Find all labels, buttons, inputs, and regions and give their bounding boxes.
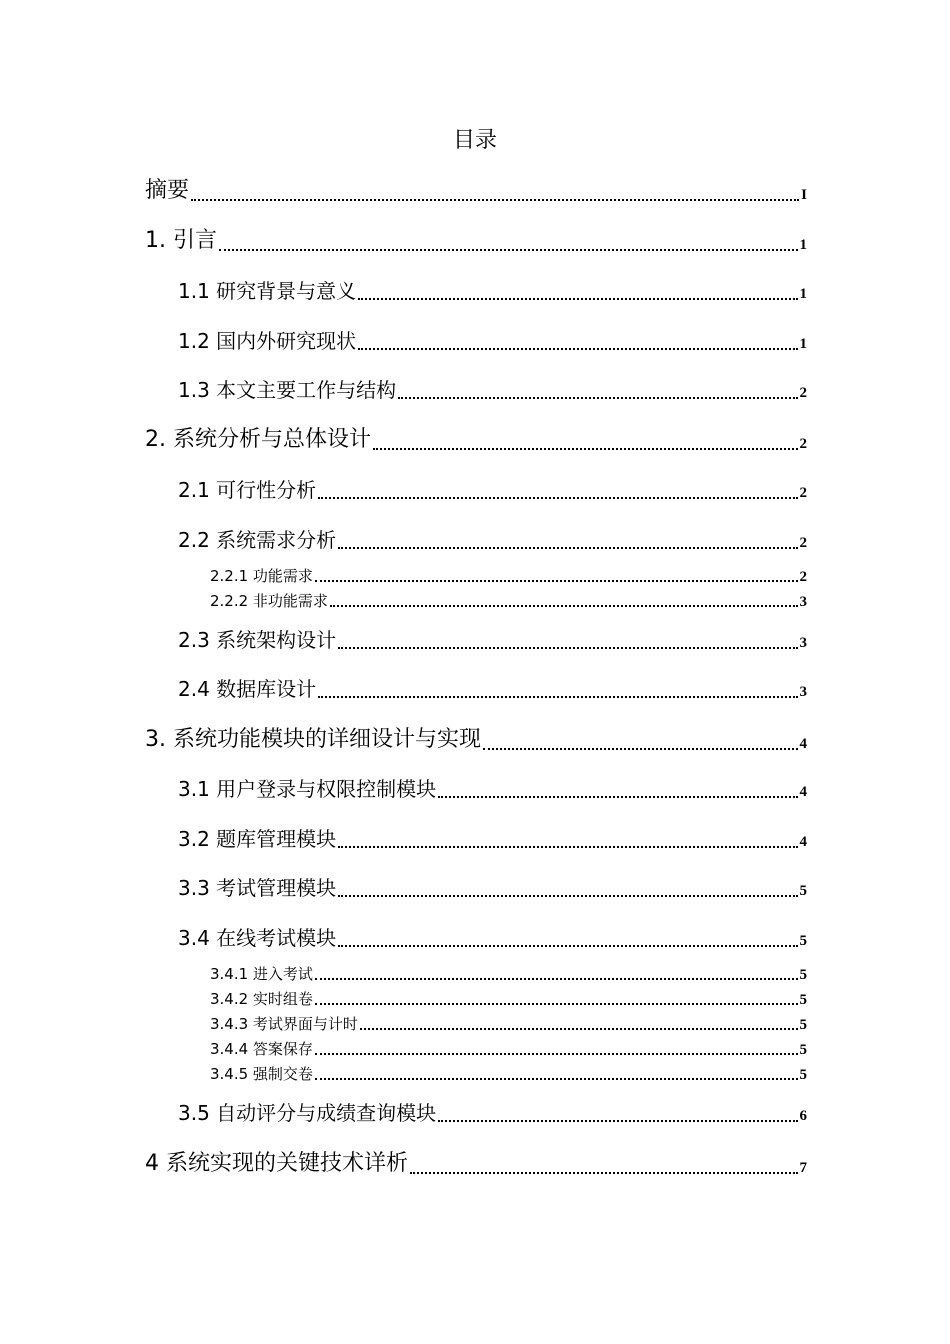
toc-entry-1[interactable]: [145, 226, 807, 256]
dot-leader: [315, 1078, 798, 1080]
toc-entry-3-5[interactable]: [178, 1099, 807, 1127]
toc-entry-2-4[interactable]: [178, 675, 807, 703]
dot-leader: [483, 748, 798, 750]
toc-entry-1-1[interactable]: [178, 277, 807, 305]
toc-entry-3-4[interactable]: [178, 924, 807, 952]
toc-entry-1-2[interactable]: [178, 327, 807, 355]
toc-page-number: 5: [799, 883, 807, 899]
dot-leader: [318, 696, 797, 698]
toc-page-number: 5: [799, 992, 807, 1008]
toc-entry-label: 3.4.1 进入考试: [210, 965, 313, 983]
toc-page-number: 3: [799, 594, 807, 610]
toc-page-number: 2: [799, 569, 807, 585]
toc-page-number: 5: [799, 933, 807, 949]
toc-entry-2-2[interactable]: [178, 526, 807, 554]
dot-leader: [438, 796, 797, 798]
toc-page-number: 4: [799, 834, 807, 850]
toc-page-number: 5: [799, 1017, 807, 1033]
toc-page-number: 5: [799, 967, 807, 983]
toc-entry-4[interactable]: [145, 1149, 807, 1179]
toc-entry-3-1[interactable]: [178, 775, 807, 803]
dot-leader: [338, 647, 797, 649]
toc-entry-label: 2. 系统分析与总体设计: [145, 427, 371, 452]
toc-entry-label: 3. 系统功能模块的详细设计与实现: [145, 727, 481, 752]
dot-leader: [315, 1053, 798, 1055]
toc-entry-label: 2.2.1 功能需求: [210, 567, 313, 585]
toc-page-number: 7: [799, 1160, 807, 1176]
toc-page-number: 1: [799, 286, 807, 302]
toc-entry-label: 3.4.5 强制交卷: [210, 1065, 313, 1083]
toc-entry-3-4-2[interactable]: [210, 989, 807, 1009]
toc-entry-3-4-3[interactable]: [210, 1014, 807, 1034]
toc-entry-label: 3.4 在线考试模块: [178, 926, 337, 950]
dot-leader: [360, 1028, 798, 1030]
toc-entry-2-1[interactable]: [178, 476, 807, 504]
dot-leader: [330, 605, 798, 607]
toc-page-number: 1: [799, 237, 807, 253]
toc-entry-label: 2.4 数据库设计: [178, 677, 317, 701]
toc-entry-label: 2.3 系统架构设计: [178, 628, 337, 652]
toc-page-number: I: [801, 187, 807, 203]
toc-page-number: 2: [799, 436, 807, 452]
toc-page-number: 5: [799, 1067, 807, 1083]
toc-page-number: 2: [799, 535, 807, 551]
toc-entry-label: 1. 引言: [145, 228, 217, 253]
dot-leader: [318, 497, 797, 499]
dot-leader: [315, 1003, 798, 1005]
toc-entry-label: 3.4.4 答案保存: [210, 1040, 313, 1058]
dot-leader: [338, 895, 797, 897]
toc-entry-label: 3.3 考试管理模块: [178, 876, 337, 900]
toc-entry-label: 3.5 自动评分与成绩查询模块: [178, 1101, 437, 1125]
toc-entry-label: 2.2 系统需求分析: [178, 528, 337, 552]
toc-page-number: 4: [799, 784, 807, 800]
toc-entry-abstract[interactable]: [145, 176, 807, 206]
dot-leader: [358, 298, 797, 300]
toc-page-number: 5: [799, 1042, 807, 1058]
toc-entry-3-2[interactable]: [178, 825, 807, 853]
toc-page-number: 4: [799, 736, 807, 752]
dot-leader: [410, 1172, 798, 1174]
toc-entry-label: 3.4.2 实时组卷: [210, 990, 313, 1008]
toc-entry-label: 3.4.3 考试界面与计时: [210, 1015, 358, 1033]
toc-entry-2-2-2[interactable]: [210, 591, 807, 611]
dot-leader: [315, 978, 798, 980]
toc-page-number: 2: [799, 385, 807, 401]
toc-title: 目录: [452, 128, 497, 153]
toc-entry-label: 2.2.2 非功能需求: [210, 592, 328, 610]
toc-entry-3-4-5[interactable]: [210, 1064, 807, 1084]
toc-entry-label: 1.3 本文主要工作与结构: [178, 378, 397, 402]
toc-page-number: 2: [799, 485, 807, 501]
toc-entry-2-2-1[interactable]: [210, 566, 807, 586]
toc-entry-3[interactable]: [145, 725, 807, 755]
toc-entry-3-3[interactable]: [178, 874, 807, 902]
dot-leader: [373, 448, 798, 450]
toc-entry-label: 1.2 国内外研究现状: [178, 329, 357, 353]
dot-leader: [191, 199, 799, 201]
dot-leader: [398, 397, 797, 399]
toc-entry-2[interactable]: [145, 425, 807, 455]
toc-entry-label: 1.1 研究背景与意义: [178, 279, 357, 303]
dot-leader: [315, 580, 798, 582]
toc-entry-label: 4 系统实现的关键技术详析: [145, 1151, 408, 1176]
toc-page-number: 3: [799, 684, 807, 700]
toc-entry-3-4-4[interactable]: [210, 1039, 807, 1059]
dot-leader: [338, 846, 797, 848]
toc-page-number: 3: [799, 635, 807, 651]
toc-page-number: 1: [799, 336, 807, 352]
toc-entry-label: 3.1 用户登录与权限控制模块: [178, 777, 437, 801]
toc-entry-1-3[interactable]: [178, 376, 807, 404]
dot-leader: [358, 348, 797, 350]
toc-entry-label: 摘要: [145, 178, 190, 203]
toc-entry-2-3[interactable]: [178, 626, 807, 654]
dot-leader: [438, 1120, 797, 1122]
dot-leader: [338, 547, 797, 549]
dot-leader: [338, 945, 797, 947]
toc-page-number: 6: [799, 1108, 807, 1124]
dot-leader: [219, 249, 798, 251]
toc-entry-label: 2.1 可行性分析: [178, 478, 317, 502]
toc-entry-label: 3.2 题库管理模块: [178, 827, 337, 851]
toc-entry-3-4-1[interactable]: [210, 964, 807, 984]
